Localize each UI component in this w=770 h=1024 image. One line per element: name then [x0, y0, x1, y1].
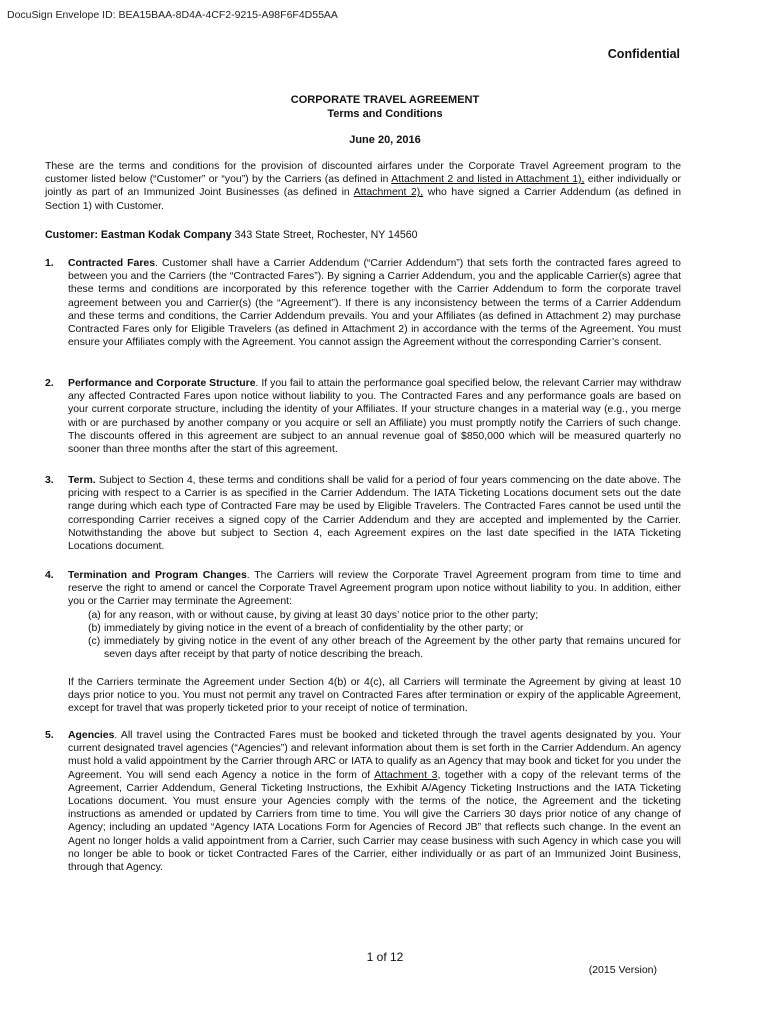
list-item-label: (c) — [88, 636, 101, 648]
section-title: Term. — [68, 475, 96, 486]
section-title: Contracted Fares — [68, 258, 156, 269]
section-number: 1. — [45, 258, 54, 269]
section-body — [68, 377, 681, 456]
section-number: 3. — [45, 475, 54, 486]
document-subtitle: Terms and Conditions — [327, 108, 443, 120]
attachment-2-1-link: Attachment 2 and listed in Attachment 1), — [391, 174, 585, 186]
section-text: . Customer shall have a Carrier Addendum (“Carrier Addendum”) that sets forth the contracted fares agreed to between you and the Carriers (the “Contracted Fares”). By signing a Carrier Addendum, you and the applicable Carrier(s) agree that these terms and conditions are incorporated by this reference together with the Carrier Addendum to form the corporate travel agreement between you and Carrier(s) (the “Agreement”). If there is any inconsistency between the terms of a Carrier Addendum and these terms and conditions, the Carrier Addendum prevails. You and your Affiliates (as defined in Attachment 2) may purchase Contracted Fares only for Eligible Travelers (as defined in Attachment 2) in accordance with the terms of the Agreement. You must ensure your Affiliates comply with the Agreement. You cannot assign the Agreement without the corresponding Carrier’s consent. — [68, 258, 681, 349]
section-text: , together with a copy of the relevant terms of the Agreement, Carrier Addendum, General Ticketing Instructions, the Exhibit A/Agency Ticketing Instructions and the IATA Ticketing Locations document. You must ensure your Agencies comply with the terms of the notice, the Agreement and the ticketing instructions as amended or updated by Carriers from time to time. You will give the Carriers 30 days prior notice of any change of Agency; including an updated “Agency IATA Locations Form for Agencies of Record JB” that reflects such change. In the event an Agent no longer holds a valid appointment from a Carrier, such Carrier may cease business with such Agency in which case you will no longer be able to book or ticket Contracted Fares of the Carrier, either individually or as part of an Immunized Joint Business, through that Agency. — [68, 769, 681, 874]
customer-line — [45, 229, 681, 242]
list-item-label: (a) — [88, 609, 101, 621]
section-body — [68, 729, 681, 874]
list-item-text: for any reason, with or without cause, by giving at least 30 days’ notice prior to the other party; — [104, 609, 539, 621]
section-title: Agencies — [68, 730, 115, 741]
list-item-label: (b) — [88, 622, 101, 634]
envelope-id: DocuSign Envelope ID: BEA15BAA-8D4A-4CF2-9215-A98F6F4D55AA — [7, 9, 338, 21]
section-agencies — [45, 729, 681, 874]
section-termination — [45, 569, 681, 661]
section-performance — [45, 377, 681, 456]
version-label: (2015 Version) — [588, 964, 657, 976]
attachment-3-link: Attachment 3 — [374, 769, 438, 781]
section-number: 2. — [45, 378, 54, 389]
section-contracted-fares — [45, 257, 681, 349]
attachment-2-link: Attachment 2), — [353, 187, 424, 199]
termination-followup — [45, 676, 681, 716]
document-title: CORPORATE TRAVEL AGREEMENT — [290, 94, 480, 106]
section-text: . All travel using the Contracted Fares must be booked and ticketed through the travel agents designated by you. Your current designated travel agencies (“Agencies”) and relevant information about them is set forth in the Carrier Addendum. An agency must hold a valid appointment by the Carrier through ARC or IATA to qualify as an Agency that may book and ticket for you under the Agreement. You will send each Agency a notice in the form of — [68, 730, 681, 781]
section-term — [45, 474, 681, 553]
customer-label: Customer: Eastman Kodak Company — [45, 229, 232, 241]
intro-text-1: These are the terms and conditions for the provision of discounted airfares under the Corporate Travel Agreement program to the customer listed below (“Customer” or “you”) by the Carriers (as defined in — [45, 161, 681, 186]
section-number: 4. — [45, 570, 54, 581]
section-title: Performance and Corporate Structure — [68, 378, 256, 389]
intro-text-3: who have signed a Carrier Addendum (as defined in Section 1) with Customer. — [45, 187, 681, 212]
section-body — [68, 257, 681, 349]
customer-address: 343 State Street, Rochester, NY 14560 — [231, 229, 418, 241]
section-number: 5. — [45, 730, 54, 741]
intro-text-2: either individually or jointly as part of an Immunized Joint Businesses (as defined in — [45, 174, 681, 199]
intro-paragraph — [45, 160, 681, 213]
list-item-text: immediately by giving notice in the event of a breach of confidentiality by the other party; or — [104, 622, 524, 634]
section-body: If the Carriers terminate the Agreement under Section 4(b) or 4(c), all Carriers will terminate the Agreement by giving at least 10 days prior notice to you. You must not permit any travel on Contracted Fares after termination or expiry of the applicable Agreement, except for travel that was properly ticketed prior to your receipt of notice of termination. — [68, 677, 681, 715]
section-body — [68, 474, 681, 553]
document-date: June 20, 2016 — [349, 134, 421, 146]
list-item — [68, 635, 681, 661]
section-text: . The Carriers will review the Corporate Travel Agreement program from time to time and reserve the right to amend or cancel the Corporate Travel Agreement program upon notice without liability to you. In addition, either you or the Carrier may terminate the Agreement: — [68, 570, 681, 608]
list-item — [68, 622, 681, 635]
page-number: 1 of 12 — [366, 950, 404, 964]
section-text: . If you fail to attain the performance goal specified below, the relevant Carrier may withdraw any affected Contracted Fares upon notice without liability to you. The Contracted Fares and any performance goals are based on your current corporate structure, including the identity of your Affiliates. If your structure changes in a material way (e.g., you merge with or are purchased by another company or you acquire or sell an Affiliate) you must promptly notify the Carriers of such change. The discounts offered in this agreement are subject to an annual revenue goal of $850,000 which will be measured quarterly no sooner than three months after the start of this agreement. — [68, 378, 682, 456]
section-body — [68, 569, 681, 609]
section-text: Subject to Section 4, these terms and conditions shall be valid for a period of four years commencing on the date above. The pricing with respect to a Carrier is as specified in the Carrier Addendum. The IATA Ticketing Locations document sets out the date range during which each type of Contracted Fare may be used by Eligible Travelers. The Contracted Fares cannot be used until the corresponding Carrier receives a signed copy of the Carrier Addendum and they are accepted and implemented by the Carrier. Notwithstanding the above but subject to Section 4, each Agreement expires on the last date specified in the IATA Ticketing Locations document. — [68, 475, 681, 553]
list-item-text: immediately by giving notice in the event of any other breach of the Agreement by the other party that remains uncured for seven days after receipt by that party of notice describing the breach. — [104, 636, 681, 661]
termination-list — [68, 609, 681, 662]
confidential-label: Confidential — [607, 47, 680, 61]
list-item — [68, 609, 681, 622]
section-title: Termination and Program Changes — [68, 570, 247, 581]
